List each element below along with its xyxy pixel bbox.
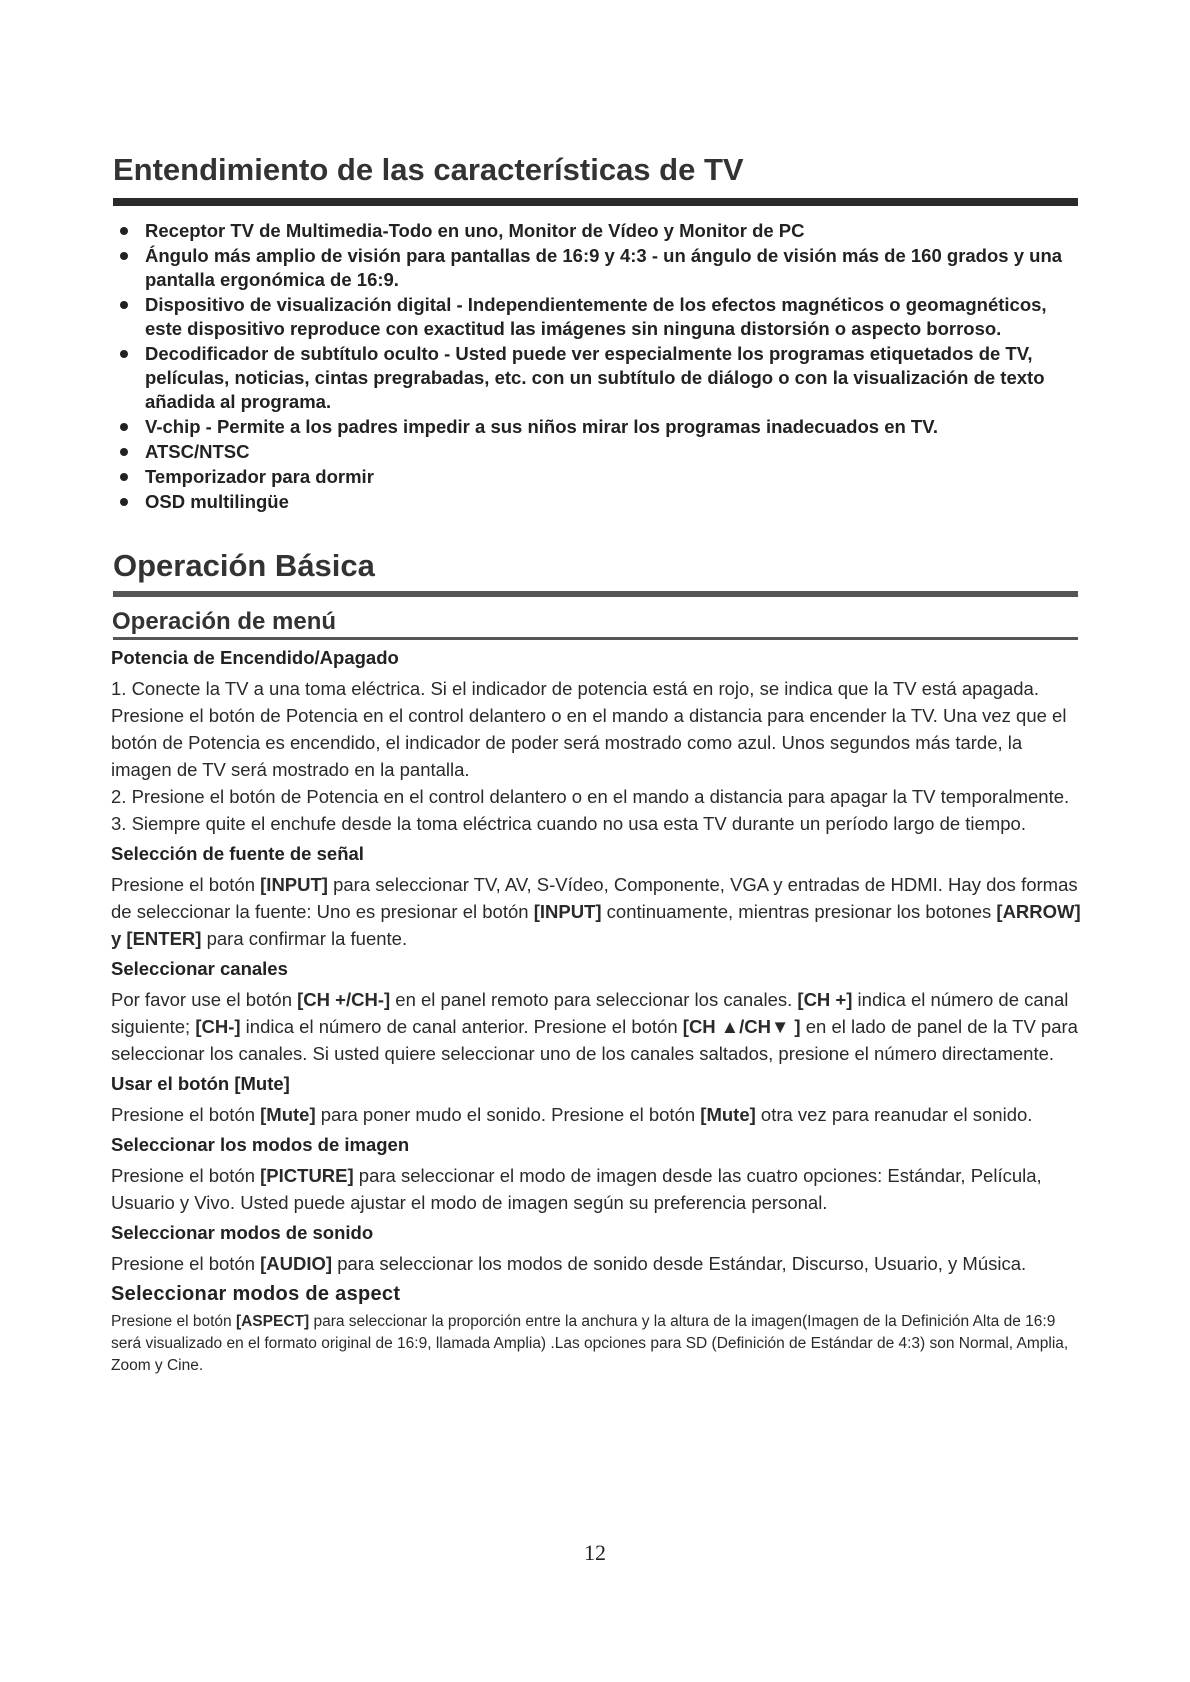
mute-paragraph: Presione el botón [Mute] para poner mudo el sonido. Presione el botón [Mute] otra vez para reanudar el sonido. [111, 1104, 1033, 1125]
picture-title: Seleccionar los modos de imagen [111, 1134, 410, 1155]
bullet-icon [120, 423, 128, 431]
source-paragraph: Presione el botón [INPUT] para seleccionar TV, AV, S-Vídeo, Componente, VGA y entradas de HDMI. Hay dos formas de seleccionar la fuente: Uno es presionar el botón [INPUT] continuamente, mientras presionar los botones [ARROW] y [ENTER] para confirmar la fuente. [111, 874, 1081, 949]
list-item: Decodificador de subtítulo oculto - Usted puede ver especialmente los programas etiquetados de TV, películas, noticias, cintas pregrabadas, etc. con un subtítulo de diálogo o con la visualización de texto añadida al programa. [116, 342, 1086, 414]
list-item: OSD multilingüe [116, 490, 1086, 514]
bullet-icon [120, 498, 128, 506]
picture-paragraph: Presione el botón [PICTURE] para seleccionar el modo de imagen desde las cuatro opciones: Estándar, Película, Usuario y Vivo. Usted puede ajustar el modo de imagen según su preferencia personal. [111, 1165, 1042, 1213]
bullet-icon [120, 350, 128, 358]
power-step-2: 2. Presione el botón de Potencia en el control delantero o en el mando a distancia para apagar la TV temporalmente. [111, 786, 1070, 807]
section-rule [113, 591, 1078, 597]
list-item: Dispositivo de visualización digital - Independientemente de los efectos magnéticos o geomagnéticos, este dispositivo reproduce con exactitud las imágenes sin ninguna distorsión o aspecto borroso. [116, 293, 1086, 341]
list-item: Temporizador para dormir [116, 465, 1086, 489]
power-title: Potencia de Encendido/Apagado [111, 647, 399, 668]
page-number: 12 [584, 1540, 606, 1565]
bullet-icon [120, 448, 128, 456]
operation-content [111, 646, 1086, 1382]
source-section [111, 842, 1086, 952]
power-step-1: 1. Conecte la TV a una toma eléctrica. Si el indicador de potencia está en rojo, se indica que la TV está apagada. Presione el botón de Potencia en el control delantero o en el mando a distancia para encender la TV. Una vez que el botón de Potencia es encendido, el indicador de poder será mostrado como azul. Unos segundos más tarde, la imagen de TV será mostrado en la pantalla. [111, 678, 1067, 780]
bullet-icon [120, 473, 128, 481]
sound-section [111, 1221, 1086, 1277]
mute-title: Usar el botón [Mute] [111, 1073, 290, 1094]
bullet-icon [120, 227, 128, 235]
list-item: Receptor TV de Multimedia-Todo en uno, Monitor de Vídeo y Monitor de PC [116, 219, 1086, 243]
subsection-title-menu-operation: Operación de menú [112, 608, 337, 635]
feature-list [116, 219, 1086, 515]
section-rule [113, 198, 1078, 206]
channels-title: Seleccionar canales [111, 958, 288, 979]
channels-paragraph: Por favor use el botón [CH +/CH-] en el panel remoto para seleccionar los canales. [CH +] indica el número de canal siguiente; [CH-] indica el número de canal anterior. Presione el botón [CH ▲/CH▼ ] en el lado de panel de la TV para seleccionar los canales. Si usted quiere seleccionar uno de los canales saltados, presione el número directamente. [111, 989, 1078, 1064]
aspect-paragraph: Presione el botón [ASPECT] para seleccionar la proporción entre la anchura y la altura de la imagen(Imagen de la Definición Alta de 16:9 será visualizado en el formato original de 16:9, llamada Amplia) .Las opciones para SD (Definición de Estándar de 4:3) son Normal, Amplia, Zoom y Cine. [111, 1313, 1069, 1374]
sound-paragraph: Presione el botón [AUDIO] para seleccionar los modos de sonido desde Estándar, Discurso, Usuario, y Música. [111, 1253, 1027, 1274]
mute-section [111, 1072, 1086, 1128]
section-title-basic-operation: Operación Básica [113, 548, 375, 583]
aspect-title: Seleccionar modos de aspect [111, 1283, 401, 1305]
picture-section [111, 1133, 1086, 1216]
subsection-rule [113, 637, 1078, 640]
list-item: Ángulo más amplio de visión para pantallas de 16:9 y 4:3 - un ángulo de visión más de 160 grados y una pantalla ergonómica de 16:9. [116, 244, 1086, 292]
list-item: V-chip - Permite a los padres impedir a sus niños mirar los programas inadecuados en TV. [116, 415, 1086, 439]
bullet-icon [120, 301, 128, 309]
channels-section [111, 957, 1086, 1067]
sound-title: Seleccionar modos de sonido [111, 1222, 374, 1243]
power-step-3: 3. Siempre quite el enchufe desde la toma eléctrica cuando no usa esta TV durante un período largo de tiempo. [111, 813, 1026, 834]
list-item: ATSC/NTSC [116, 440, 1086, 464]
source-title: Selección de fuente de señal [111, 843, 364, 864]
power-section [111, 646, 1086, 837]
bullet-icon [120, 252, 128, 260]
aspect-section [111, 1282, 1086, 1377]
section-title-tv-features: Entendimiento de las características de TV [113, 152, 744, 187]
